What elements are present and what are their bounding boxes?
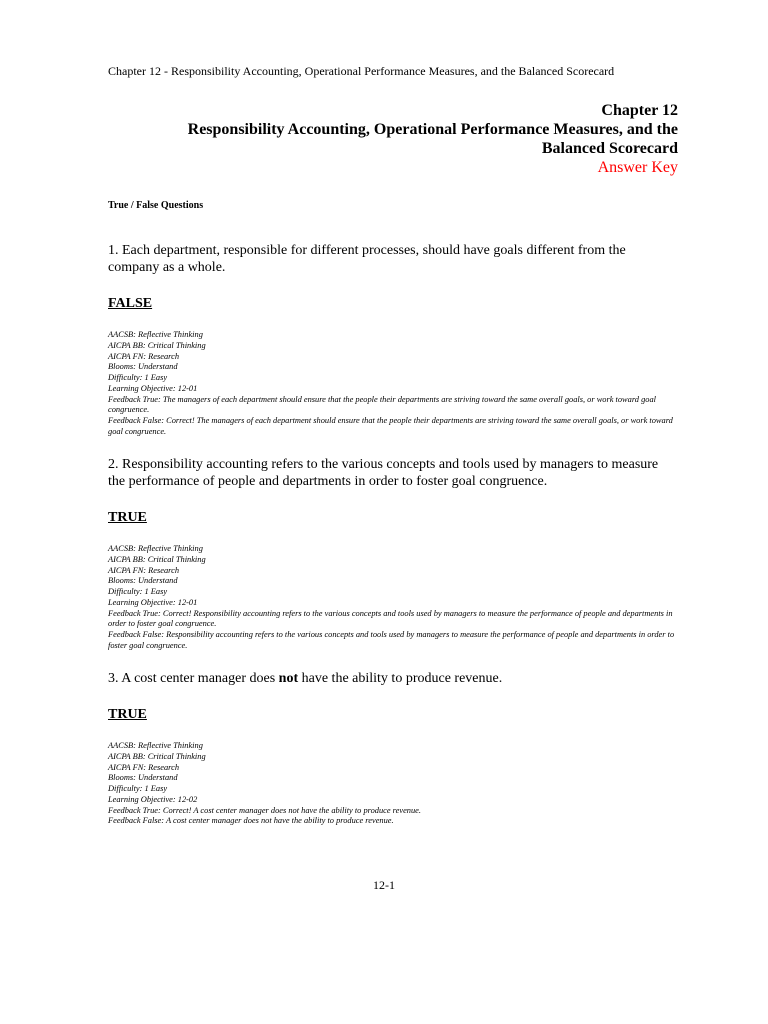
question-3-emphasis: not (278, 671, 299, 686)
feedback-true: Feedback True: The managers of each department should ensure that the people their departments are striving toward the same overall goals, or work toward goal congruence. (108, 394, 656, 415)
question-1-text: 1. Each department, responsible for different processes, should have goals different from the company as a whole. (108, 243, 626, 275)
feedback-true: Feedback True: Correct! Responsibility accounting refers to the various concepts and tools used by managers to measure the performance of people and departments in order to foster goal congruence. (108, 608, 673, 629)
blooms-tag: Blooms: Understand (108, 576, 178, 586)
learning-objective-tag: Learning Objective: 12-01 (108, 597, 198, 607)
blooms-tag: Blooms: Understand (108, 773, 178, 783)
difficulty-tag: Difficulty: 1 Easy (108, 373, 168, 382)
question-2-metadata (108, 544, 678, 652)
chapter-title-line-1: Responsibility Accounting, Operational Performance Measures, and the (187, 121, 678, 138)
chapter-number: Chapter 12 (601, 102, 678, 119)
question-1-answer: FALSE (108, 296, 153, 311)
question-2-answer: TRUE (108, 510, 147, 525)
aicpa-bb-tag: AICPA BB: Critical Thinking (108, 751, 206, 761)
aicpa-bb-tag: AICPA BB: Critical Thinking (108, 340, 206, 350)
page-number: 12-1 (373, 878, 395, 892)
question-3-metadata (108, 741, 678, 827)
answer-key-label: Answer Key (597, 159, 678, 176)
learning-objective-tag: Learning Objective: 12-01 (108, 383, 198, 393)
aacsb-tag: AACSB: Reflective Thinking (108, 330, 203, 339)
question-3-text-before: 3. A cost center manager does (108, 671, 279, 686)
question-3-answer: TRUE (108, 707, 147, 722)
blooms-tag: Blooms: Understand (108, 362, 178, 372)
question-3-text (108, 671, 678, 688)
feedback-true: Feedback True: Correct! A cost center manager does not have the ability to produce revenue. (108, 805, 421, 815)
title-block (78, 101, 678, 177)
difficulty-tag: Difficulty: 1 Easy (108, 784, 168, 793)
section-heading: True / False Questions (108, 200, 204, 211)
learning-objective-tag: Learning Objective: 12-02 (108, 794, 198, 804)
question-3-text-after: have the ability to produce revenue. (298, 671, 503, 686)
question-1-metadata (108, 330, 678, 438)
feedback-false: Feedback False: Correct! The managers of each department should ensure that the people their departments are striving toward the same overall goals, or work toward goal congruence. (108, 416, 673, 436)
aicpa-fn-tag: AICPA FN: Research (108, 565, 180, 575)
chapter-title-line-2: Balanced Scorecard (541, 140, 678, 157)
question-2-text: 2. Responsibility accounting refers to the various concepts and tools used by managers to measure the performance of people and departments in order to foster goal congruence. (108, 457, 659, 489)
aacsb-tag: AACSB: Reflective Thinking (108, 741, 203, 750)
feedback-false: Feedback False: A cost center manager does not have the ability to produce revenue. (108, 816, 394, 826)
difficulty-tag: Difficulty: 1 Easy (108, 587, 168, 596)
aacsb-tag: AACSB: Reflective Thinking (108, 544, 203, 553)
aicpa-bb-tag: AICPA BB: Critical Thinking (108, 554, 206, 564)
feedback-false: Feedback False: Responsibility accounting refers to the various concepts and tools used by managers to measure the performance of people and departments in order to foster goal congruence. (108, 630, 675, 650)
aicpa-fn-tag: AICPA FN: Research (108, 762, 180, 772)
running-header: Chapter 12 - Responsibility Accounting, Operational Performance Measures, and the Balanced Scorecard (108, 64, 615, 78)
aicpa-fn-tag: AICPA FN: Research (108, 351, 180, 361)
